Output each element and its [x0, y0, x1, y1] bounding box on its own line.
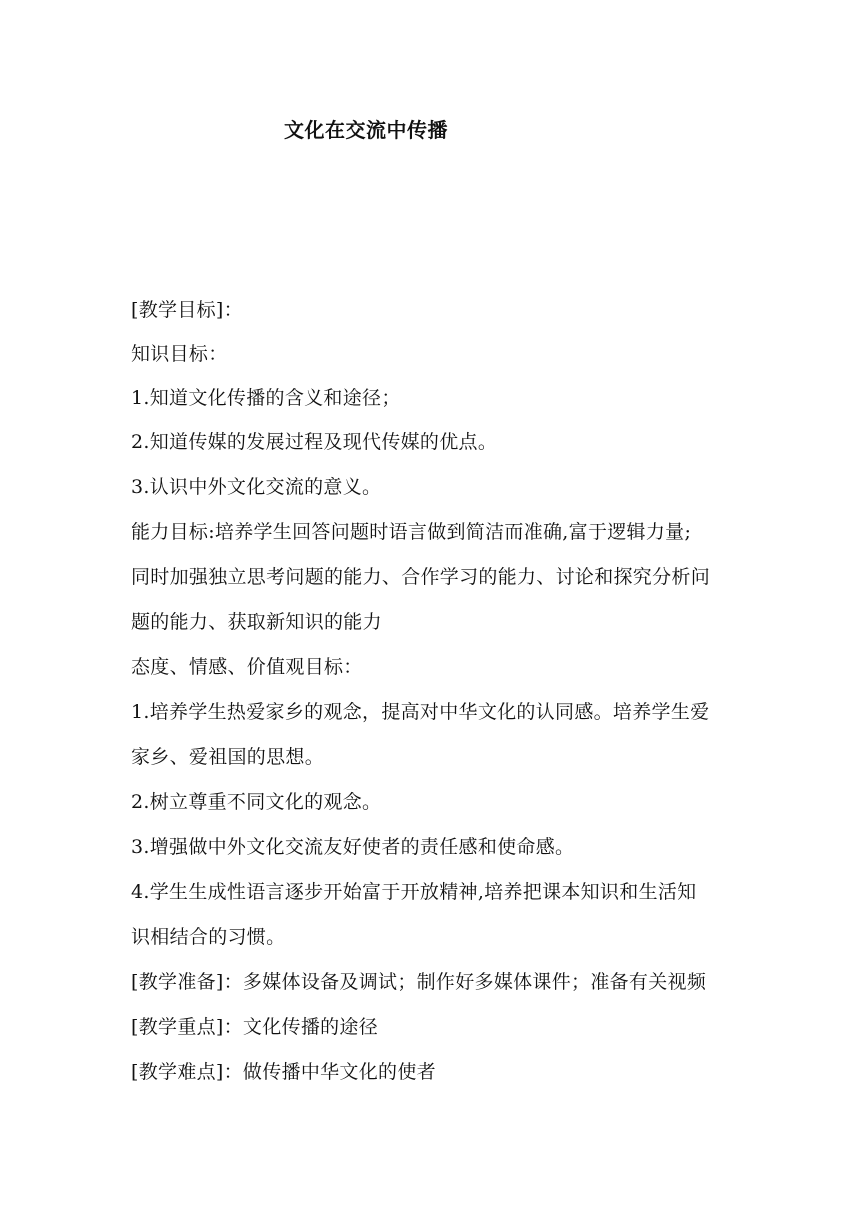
attitude-goal-1-line-1: 1.培养学生热爱家乡的观念，提高对中华文化的认同感。培养学生爱: [131, 701, 710, 723]
teaching-key-point: [教学重点]：文化传播的途径: [131, 1016, 379, 1038]
attitude-goal-2: 2.树立尊重不同文化的观念。: [131, 791, 382, 813]
section-heading-objectives: [教学目标]：: [131, 299, 243, 321]
knowledge-goals-heading: 知识目标：: [131, 343, 228, 365]
knowledge-goal-1: 1.知道文化传播的含义和途径；: [131, 387, 401, 409]
teaching-difficulty: [教学难点]：做传播中华文化的使者: [131, 1061, 436, 1083]
ability-goal-line-2: 同时加强独立思考问题的能力、合作学习的能力、讨论和探究分析问: [131, 566, 711, 588]
knowledge-goal-2: 2.知道传媒的发展过程及现代传媒的优点。: [131, 431, 498, 453]
attitude-goal-4-line-2: 识相结合的习惯。: [131, 926, 286, 948]
attitude-goals-heading: 态度、情感、价值观目标：: [131, 656, 363, 678]
knowledge-goal-3: 3.认识中外文化交流的意义。: [131, 476, 382, 498]
ability-goal-line-1: 能力目标:培养学生回答问题时语言做到简洁而准确,富于逻辑力量;: [131, 521, 692, 543]
document-title: 文化在交流中传播: [284, 118, 448, 142]
attitude-goal-1-line-2: 家乡、爱祖国的思想。: [131, 746, 325, 768]
teaching-preparation: [教学准备]：多媒体设备及调试；制作好多媒体课件；准备有关视频: [131, 971, 707, 993]
attitude-goal-3: 3.增强做中外文化交流友好使者的责任感和使命感。: [131, 836, 575, 858]
attitude-goal-4-line-1: 4.学生生成性语言逐步开始富于开放精神,培养把课本知识和生活知: [131, 881, 697, 903]
ability-goal-line-3: 题的能力、获取新知识的能力: [131, 611, 382, 633]
